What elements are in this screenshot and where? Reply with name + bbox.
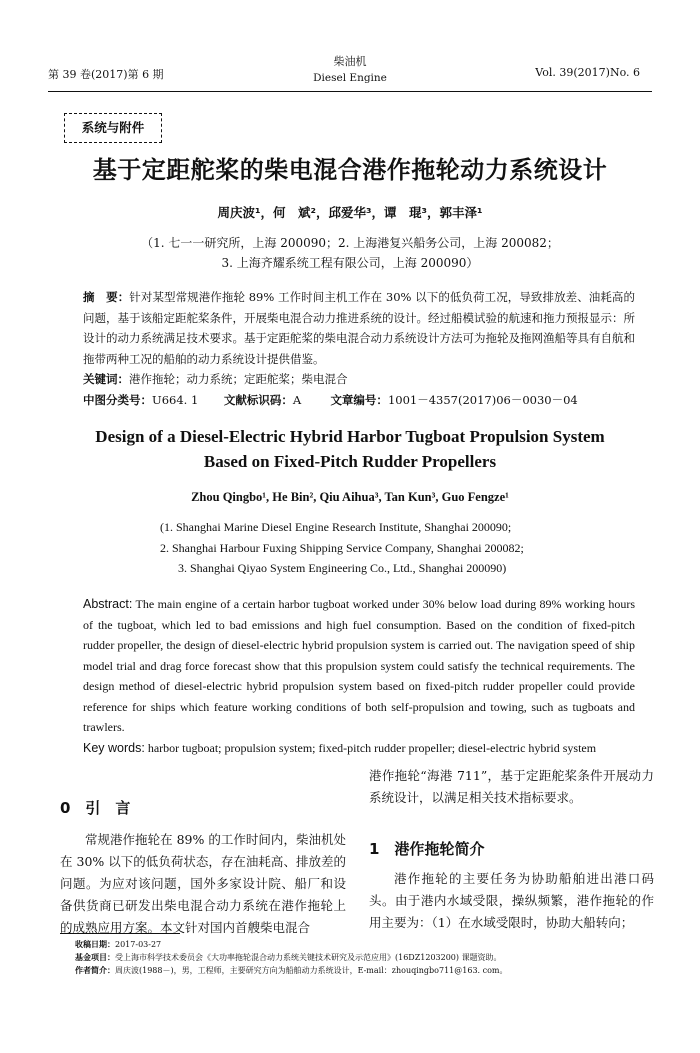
title-en-line: Based on Fixed-Pitch Rudder Propellers [203,452,497,471]
received-date: 2017-03-27 [115,940,162,949]
keywords-cn-text: 港作拖轮；动力系统；定距舵桨；柴电混合 [129,372,348,386]
affiliations-en [160,517,620,579]
header-volume-en: Vol. 39(2017)No. 6 [535,66,640,79]
article-no-label: 文章编号： [330,392,388,407]
keywords-cn-label: 关键词： [83,372,129,386]
doc-code-label: 文献标识码： [223,392,293,407]
abstract-cn [83,287,635,410]
section-0-paragraph: 常规港作拖轮在 89% 的工作时间内，柴油机处在 30% 以下的低负荷状态，存在油耗高、排放差的问题。为应对该问题，国外多家设计院、船厂和设备供货商已研发出柴电混合动力系统在港作拖轮上的成熟应用方案。本文针对国内首艘柴电混合 [60,832,346,935]
header-rule [48,91,652,92]
abstract-cn-text: 针对某型常规港作拖轮 89% 工作时间主机工作在 30% 以下的低负荷工况，导致排放差、油耗高的问题，基于该船定距舵桨条件，开展柴电混合动力推进系统的设计。经过船模试验的航速和拖力预报显示：所设计的动力系统满足技术要求。基于定距舵桨的柴电混合动力系统设计方法可为拖轮及拖网渔船等具有自航和拖带两种工况的船舶的动力系统设计提供借鉴。 [83,290,635,366]
affiliation-cn-line: （1. 七一一研究所，上海 200090；2. 上海港复兴船务公司，上海 200082； [141,236,559,250]
affiliation-cn-line: 3. 上海齐耀系统工程有限公司，上海 200090） [221,256,479,270]
affiliation-en-line: (1. Shanghai Marine Diesel Engine Research Institute, Shanghai 200090; [160,520,512,534]
affiliations-cn [0,233,700,273]
clc-label: 中图分类号： [83,392,152,407]
doc-code-value: A [292,392,302,407]
title-cn: 基于定距舵桨的柴电混合港作拖轮动力系统设计 [92,156,608,184]
header-journal-en: Diesel Engine [313,72,387,84]
fund-label: 基金项目： [75,953,115,962]
keywords-en-label: Key words: [83,740,145,755]
author-bio-text: 周庆波(1988－)，男，工程师，主要研究方向为船舶动力系统设计，E-mail：zhouqingbo711@163. com。 [115,966,508,975]
author-bio-label: 作者简介： [75,966,115,975]
footnotes [75,938,655,977]
header-journal-cn: 柴油机 [333,55,367,68]
section-0-paragraph-continued: 港作拖轮“海港 711”，基于定距舵桨条件开展动力系统设计，以满足相关技术指标要求。 [369,768,654,805]
header-volume-cn: 第 39 卷(2017)第 6 期 [48,68,164,81]
title-en [0,424,700,474]
classification-line [83,390,635,411]
received-label: 收稿日期： [75,940,115,949]
keywords-en-text: harbor tugboat; propulsion system; fixed-pitch rudder propeller; diesel-electric hybrid system [147,740,597,755]
title-en-line: Design of a Diesel-Electric Hybrid Harbor Tugboat Propulsion System [95,427,605,446]
section-tag: 系统与附件 [64,113,162,143]
affiliation-en-line: 2. Shanghai Harbour Fuxing Shipping Service Company, Shanghai 200082; [160,540,524,555]
footnote-rule [60,933,180,934]
fund-text: 受上海市科学技术委员会《大功率拖轮混合动力系统关键技术研究及示范应用》(16DZ1203200) 课题资助。 [115,953,502,962]
section-0-heading: 0 引 言 [60,799,131,817]
abstract-cn-label: 摘 要： [83,290,130,304]
clc-value: U664. 1 [152,392,199,407]
affiliation-en-line: 3. Shanghai Qiyao System Engineering Co., Ltd., Shanghai 200090) [178,561,507,575]
authors-en: Zhou Qingbo¹, He Bin², Qiu Aihua³, Tan Kun³, Guo Fengze¹ [191,490,509,504]
abstract-en [83,594,635,758]
section-1-paragraph: 港作拖轮的主要任务为协助船舶进出港口码头。由于港内水域受限，操纵频繁，港作拖轮的作用主要为：（1）在水域受限时，协助大船转向； [369,871,654,930]
authors-cn: 周庆波¹，何 斌²，邱爱华³，谭 琨³，郭丰泽¹ [217,205,483,220]
section-1-heading: 1 港作拖轮简介 [369,840,485,858]
abstract-en-label: Abstract: [83,597,133,611]
article-no-value: 1001－4357(2017)06－0030－04 [387,392,578,407]
abstract-en-text: The main engine of a certain harbor tugboat worked under 30% below load during 89% working hours of the tugboat, which led to bad emissions and high fuel consumption. Based on the condition of fixed-pitch rudder propeller, the design of diesel-electric hybrid propulsion system is carried out. The navigation speed of ship model trial and drag force forecast show that this propulsion system could satisfy the technical requirements. The design method of diesel-electric hybrid propulsion system based on fixed-pitch rudder propeller could provide reference for ships which feature working conditions of both self-propulsion and towing, such as tugboats and trawlers. [83,597,635,734]
